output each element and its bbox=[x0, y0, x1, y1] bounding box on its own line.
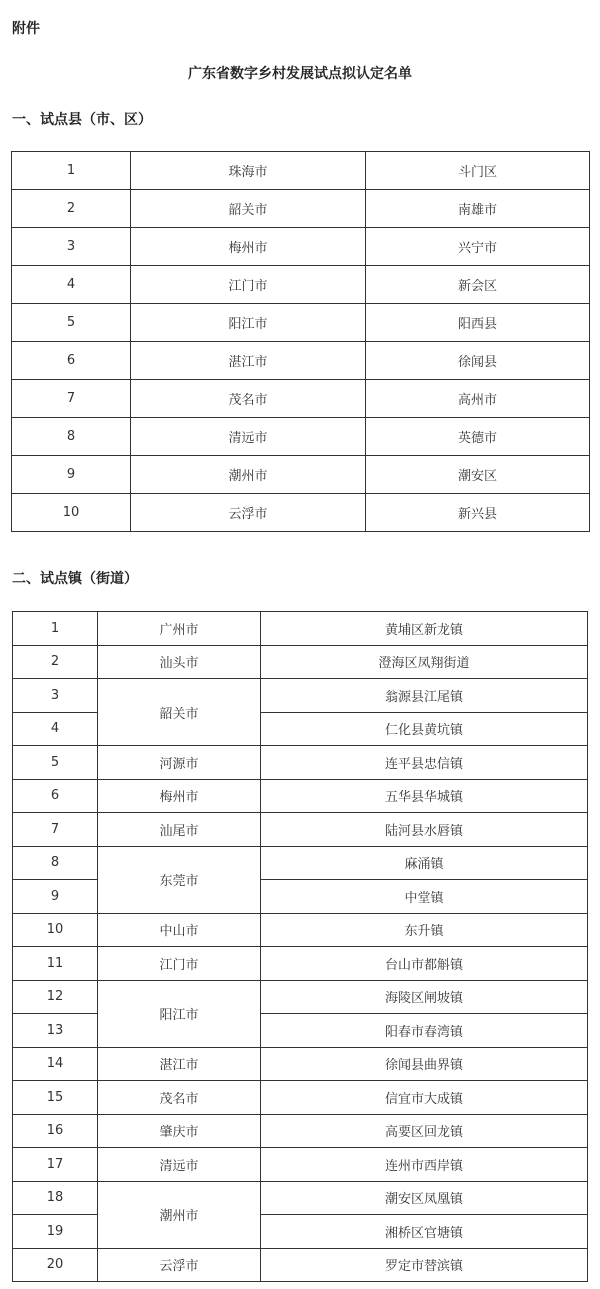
town-cell: 黄埔区新龙镇 bbox=[261, 612, 588, 646]
city-cell: 茂名市 bbox=[98, 1081, 261, 1115]
row-number: 17 bbox=[13, 1148, 98, 1182]
section2-heading: 二、试点镇（街道） bbox=[12, 571, 138, 587]
district-cell: 潮安区 bbox=[366, 456, 590, 494]
row-number: 5 bbox=[12, 304, 131, 342]
table-row bbox=[13, 813, 588, 847]
town-cell: 麻涌镇 bbox=[261, 846, 588, 880]
table-row bbox=[13, 1181, 588, 1215]
attachment-label: 附件 bbox=[12, 21, 40, 37]
table-row bbox=[13, 1148, 588, 1182]
table-row bbox=[13, 746, 588, 780]
city-cell: 清远市 bbox=[98, 1148, 261, 1182]
row-number: 3 bbox=[12, 228, 131, 266]
section1-heading: 一、试点县（市、区） bbox=[12, 112, 152, 128]
table-row bbox=[12, 304, 590, 342]
row-number: 8 bbox=[12, 418, 131, 456]
town-cell: 台山市都斛镇 bbox=[261, 947, 588, 981]
district-cell: 徐闻县 bbox=[366, 342, 590, 380]
district-cell: 兴宁市 bbox=[366, 228, 590, 266]
table-row bbox=[13, 1114, 588, 1148]
town-cell: 高要区回龙镇 bbox=[261, 1114, 588, 1148]
table-row bbox=[12, 152, 590, 190]
town-cell: 五华县华城镇 bbox=[261, 779, 588, 813]
town-cell: 仁化县黄坑镇 bbox=[261, 712, 588, 746]
district-cell: 阳西县 bbox=[366, 304, 590, 342]
city-cell: 汕尾市 bbox=[98, 813, 261, 847]
table-row bbox=[13, 612, 588, 646]
town-cell: 海陵区闸坡镇 bbox=[261, 980, 588, 1014]
district-cell: 英德市 bbox=[366, 418, 590, 456]
row-number: 8 bbox=[13, 846, 98, 880]
row-number: 1 bbox=[12, 152, 131, 190]
table-row bbox=[13, 679, 588, 713]
town-cell: 潮安区凤凰镇 bbox=[261, 1181, 588, 1215]
row-number: 7 bbox=[13, 813, 98, 847]
row-number: 1 bbox=[13, 612, 98, 646]
table-row bbox=[12, 266, 590, 304]
row-number: 7 bbox=[12, 380, 131, 418]
city-cell: 河源市 bbox=[98, 746, 261, 780]
city-cell: 江门市 bbox=[98, 947, 261, 981]
table-row bbox=[12, 342, 590, 380]
city-cell: 珠海市 bbox=[131, 152, 366, 190]
town-cell: 连州市西岸镇 bbox=[261, 1148, 588, 1182]
city-cell: 阳江市 bbox=[131, 304, 366, 342]
city-cell: 肇庆市 bbox=[98, 1114, 261, 1148]
row-number: 3 bbox=[13, 679, 98, 713]
table-row bbox=[13, 779, 588, 813]
row-number: 19 bbox=[13, 1215, 98, 1249]
city-cell: 汕头市 bbox=[98, 645, 261, 679]
city-cell: 云浮市 bbox=[131, 494, 366, 532]
table-row bbox=[12, 456, 590, 494]
row-number: 2 bbox=[12, 190, 131, 228]
city-cell: 江门市 bbox=[131, 266, 366, 304]
row-number: 5 bbox=[13, 746, 98, 780]
district-cell: 南雄市 bbox=[366, 190, 590, 228]
row-number: 12 bbox=[13, 980, 98, 1014]
town-cell: 信宜市大成镇 bbox=[261, 1081, 588, 1115]
row-number: 11 bbox=[13, 947, 98, 981]
table-row bbox=[12, 380, 590, 418]
city-cell: 阳江市 bbox=[98, 980, 261, 1047]
town-cell: 东升镇 bbox=[261, 913, 588, 947]
table-row bbox=[13, 645, 588, 679]
table-row bbox=[12, 418, 590, 456]
document-title: 广东省数字乡村发展试点拟认定名单 bbox=[188, 66, 412, 82]
city-cell: 茂名市 bbox=[131, 380, 366, 418]
town-cell: 罗定市替滨镇 bbox=[261, 1248, 588, 1282]
town-cell: 湘桥区官塘镇 bbox=[261, 1215, 588, 1249]
table-row bbox=[12, 228, 590, 266]
city-cell: 清远市 bbox=[131, 418, 366, 456]
town-cell: 阳春市春湾镇 bbox=[261, 1014, 588, 1048]
table-row bbox=[13, 846, 588, 880]
table-row bbox=[13, 1248, 588, 1282]
city-cell: 梅州市 bbox=[98, 779, 261, 813]
town-cell: 徐闻县曲界镇 bbox=[261, 1047, 588, 1081]
row-number: 15 bbox=[13, 1081, 98, 1115]
row-number: 9 bbox=[13, 880, 98, 914]
table-row bbox=[13, 980, 588, 1014]
district-cell: 高州市 bbox=[366, 380, 590, 418]
city-cell: 东莞市 bbox=[98, 846, 261, 913]
town-cell: 翁源县江尾镇 bbox=[261, 679, 588, 713]
town-cell: 连平县忠信镇 bbox=[261, 746, 588, 780]
city-cell: 广州市 bbox=[98, 612, 261, 646]
city-cell: 湛江市 bbox=[131, 342, 366, 380]
table-row bbox=[12, 190, 590, 228]
town-cell: 陆河县水唇镇 bbox=[261, 813, 588, 847]
row-number: 2 bbox=[13, 645, 98, 679]
row-number: 20 bbox=[13, 1248, 98, 1282]
row-number: 6 bbox=[12, 342, 131, 380]
pilot-county-table bbox=[11, 151, 590, 532]
city-cell: 云浮市 bbox=[98, 1248, 261, 1282]
row-number: 6 bbox=[13, 779, 98, 813]
city-cell: 韶关市 bbox=[98, 679, 261, 746]
row-number: 4 bbox=[13, 712, 98, 746]
row-number: 4 bbox=[12, 266, 131, 304]
pilot-town-table bbox=[12, 611, 588, 1282]
row-number: 14 bbox=[13, 1047, 98, 1081]
city-cell: 韶关市 bbox=[131, 190, 366, 228]
row-number: 18 bbox=[13, 1181, 98, 1215]
town-cell: 中堂镇 bbox=[261, 880, 588, 914]
district-cell: 斗门区 bbox=[366, 152, 590, 190]
city-cell: 中山市 bbox=[98, 913, 261, 947]
row-number: 9 bbox=[12, 456, 131, 494]
table-row bbox=[13, 1081, 588, 1115]
table-row bbox=[13, 947, 588, 981]
row-number: 10 bbox=[13, 913, 98, 947]
district-cell: 新会区 bbox=[366, 266, 590, 304]
city-cell: 梅州市 bbox=[131, 228, 366, 266]
table-row bbox=[13, 913, 588, 947]
city-cell: 湛江市 bbox=[98, 1047, 261, 1081]
city-cell: 潮州市 bbox=[131, 456, 366, 494]
row-number: 10 bbox=[12, 494, 131, 532]
table-row bbox=[13, 1047, 588, 1081]
row-number: 16 bbox=[13, 1114, 98, 1148]
row-number: 13 bbox=[13, 1014, 98, 1048]
district-cell: 新兴县 bbox=[366, 494, 590, 532]
city-cell: 潮州市 bbox=[98, 1181, 261, 1248]
table-row bbox=[12, 494, 590, 532]
town-cell: 澄海区凤翔街道 bbox=[261, 645, 588, 679]
